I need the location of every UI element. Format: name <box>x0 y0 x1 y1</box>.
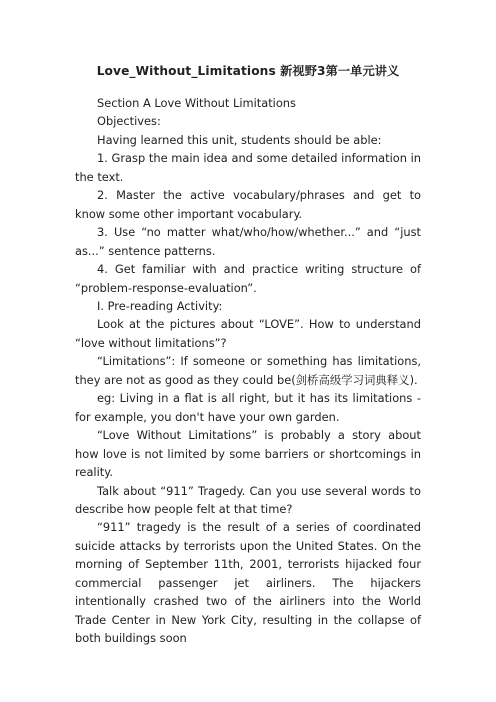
body-paragraph: “Limitations”: If someone or something has limitations, they are not as good as they could be(剑桥高级学习词典释义). <box>75 354 421 387</box>
body-paragraph: “Love Without Limitations” is probably a story about how love is not limited by some barriers or shortcomings in reality. <box>75 428 421 480</box>
body-paragraph: Look at the pictures about “LOVE”. How to understand “love without limitations”? <box>75 317 421 350</box>
objectives-intro: Having learned this unit, students should be able: <box>97 132 382 147</box>
section-heading: Section A Love Without Limitations <box>97 96 296 110</box>
body-paragraph: “911” tragedy is the result of a series of coordinated suicide attacks by terrorists upon the United States. On the morning of September 11th, 2001, terrorists hijacked four commercial passenger jet airliners. The hijackers intentionally crashed two of the airliners into the World Trade Center in New York City, resulting in the collapse of both buildings soon <box>75 520 421 646</box>
body-paragraph: Talk about “911” Tragedy. Can you use several words to describe how people felt at that time? <box>75 483 421 516</box>
objective-item: 3. Use “no matter what/who/how/whether...” and “just as...” sentence patterns. <box>75 225 421 258</box>
example-paragraph: eg: Living in a flat is all right, but it has its limitations - for example, you don't have your own garden. <box>75 391 421 424</box>
document-title: Love_Without_Limitations 新视野3第一单元讲义 <box>96 64 400 78</box>
objective-item: 4. Get familiar with and practice writing structure of “problem-response-evaluation”. <box>75 262 421 295</box>
objective-item: 1. Grasp the main idea and some detailed information in the text. <box>75 151 421 184</box>
pre-reading-heading: I. Pre-reading Activity: <box>97 298 223 313</box>
objectives-heading: Objectives: <box>97 114 161 129</box>
objective-item: 2. Master the active vocabulary/phrases and get to know some other important vocabulary. <box>75 188 421 221</box>
